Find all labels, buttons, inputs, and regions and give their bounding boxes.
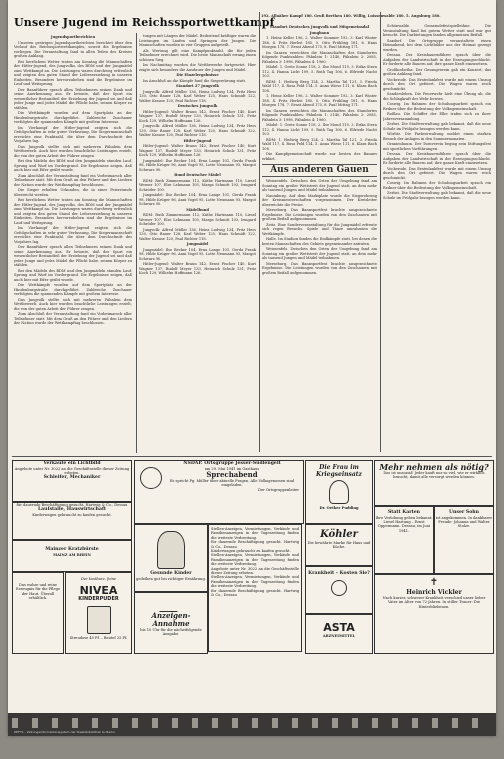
paragraph: Merseburg. Das Bannsportfest brachte ausgezeichnete Ergebnisse. Die Leistungen wurden von den Zuschauern mit großem Beifall aufgenommen. bbox=[262, 208, 377, 221]
paragraph: Zerbst. Die Stadtverwaltung gab bekannt, daß die neue Schule im Frühjahr bezogen werden kann. bbox=[383, 191, 491, 200]
ad-title: Mainzer Kratzbürste bbox=[45, 547, 99, 552]
main-headline: Unsere Jugend im Reichssportwettkampf bbox=[14, 16, 275, 29]
ad-footer: Der Ortsgruppenleiter bbox=[258, 487, 299, 492]
classified-ad bbox=[12, 572, 64, 654]
nivea-logo: NIVEA bbox=[79, 584, 118, 598]
ad-text: Der kostbare, feine bbox=[80, 577, 117, 581]
ad-subtitle: MAINZ AM RHEIN bbox=[53, 552, 91, 557]
ad-text: für dauernde Beschäftigung gesucht. Hartwig & Co., Dessau bbox=[16, 503, 128, 507]
subhead: Jugendsportberichten bbox=[50, 35, 96, 39]
ad-title: Laufstalle, Hauswirtschaft bbox=[37, 507, 107, 513]
ad-subtitle: KINDERPUDER bbox=[78, 596, 119, 603]
paragraph: 1. Heinz Keller 196, 2. Walter Sommer 192, 3. Karl Winter 188, 4. Fritz Herbst 185, 5. Otto Frühling 181, 6. Hans Morgen 178, 7. Ernst Abend 175, 8. Paul Mittag 171. bbox=[262, 36, 377, 49]
paragraph: Coswig. Im Rahmen der Schulungsarbeit sprach ein Redner über die Bedeutung der Volksgemeinschaft. bbox=[383, 102, 491, 111]
microfilm-strip bbox=[8, 713, 496, 736]
ad-headline: Anzeigen-Annahme bbox=[151, 611, 191, 628]
ad-title: NSDAP. Ortsgruppe Jesser-Südlengelt bbox=[183, 461, 281, 466]
film-label: ZEFYS – Zeitungsinformationssystem der Staatsbibliothek zu Berlin bbox=[14, 730, 116, 734]
paragraph: tungen mit Längen der Mädel. Bedeutend kräftiger waren die Leistungen im Laufen und Springen der Jungen. Die Mannschaften wurden in vier Gruppen aufgeteilt. bbox=[139, 34, 256, 47]
paragraph: Dessau. Der Kreisbauernführer sprach über die Aufgaben der Landwirtschaft in der Erzeugungsschlacht. Er forderte alle Bauern auf, ihre ganze Kraft einzusetzen. bbox=[383, 152, 491, 165]
paragraph: Zum Abschluß der Veranstaltung fand ein Vorbeimarsch aller Teilnehmer statt. Mit dem Gruß an den Führer und den Liedern der Nation wurde der Wettkampftag beschlossen. bbox=[14, 173, 132, 187]
paragraph: Mädel: 1. Grete Sonne 118, 2. Ilse Mond 115, 3. Erika Stern 112, 4. Hanna Licht 109, 5. Ruth Tag 106, 6. Elfriede Nacht 103. bbox=[262, 123, 377, 136]
result-line: Jungvolk: Alfred Müller 136, Heinz Ludwig 134, Fritz Hess 130, Otto Bauer 128, Karl Weber 125, Hans Schmidt 122, Walter Krause 120, Paul Richter 118. bbox=[139, 227, 256, 241]
ad-text: ist angekommen. In dankbarer Freude: Johanna und Walter Stolze. bbox=[435, 515, 493, 529]
film-perforation bbox=[152, 718, 158, 728]
film-perforation bbox=[352, 718, 358, 728]
ad-text: Stellen-Anzeigen, Vermietungen, Verkäufe und Familienanzeigen in der Tageszeitung finden die weiteste Verbreitung. bbox=[211, 553, 299, 567]
nsdap-ad bbox=[134, 460, 304, 524]
section-heading-aus-anderen-gauen: Aus anderen Gauen bbox=[262, 164, 377, 177]
subhead: Deutsches Jungvolk bbox=[177, 104, 218, 108]
ad-text: Es spricht Pg. Müller über aktuelle Fragen. Alle Volksgenossen sind eingeladen. bbox=[169, 478, 295, 488]
result-line: BDM: Ruth Zimmermann 112, Käthe Hartmann 110, Liesel Werner 107, Else Lehmann 105, Marga Schmitt 103, Irmgard Schröder 100. bbox=[139, 178, 256, 192]
subhead: Mädelbund bbox=[186, 207, 209, 212]
classified-ad bbox=[12, 502, 132, 540]
subhead: Jungmädel bbox=[186, 242, 209, 246]
film-perforation bbox=[412, 718, 418, 728]
paragraph: Die Sieger erhalten Urkunden, die in einer Feierstunde überreicht werden. bbox=[14, 188, 132, 197]
column-divider bbox=[136, 33, 137, 453]
paragraph: Sandersleben. Die Feuerwehr hielt eine Übung ab, die die Schlagkraft der Wehr bewies. bbox=[383, 92, 491, 101]
film-perforation bbox=[172, 718, 178, 728]
paragraph: Bei den Mädeln des BDM und den Jungmädeln standen Lauf, Sprung und Wurf im Vordergrund. Die Ergebnisse zeigen, daß auch hier mit Eifer geübt wurde. bbox=[14, 159, 132, 172]
column-divider bbox=[259, 12, 260, 452]
ad-headline: Sprechabend bbox=[206, 469, 258, 479]
ad-subtitle: ARZNEIMITTEL bbox=[322, 634, 356, 638]
paragraph: Saxdorf. Die Ortsgruppe veranstaltete einen Heimabend, bei dem Lichtbilder aus der Heimat gezeigt wurden. bbox=[383, 38, 491, 52]
paragraph: Der Bannführer sprach allen Teilnehmern seinen Dank und seine Anerkennung aus. Er betonte, daß der Sport ein wesentlicher Bestandteil der Erziehung der Jugend sei und daß jeder Junge und jedes Mädel die Pflicht habe, seinen Körper zu stählen. bbox=[14, 245, 132, 267]
frau-ad bbox=[305, 460, 373, 524]
film-perforation bbox=[12, 718, 18, 728]
film-perforation bbox=[52, 718, 58, 728]
ad-text: Ihre Verlobung geben bekannt: Liesel Hartung – Ernst Oppermann. Dessau, im Juni 1941. bbox=[375, 515, 433, 533]
paragraph: Oranienbaum. Der Turnverein beging sein Stiftungsfest mit sportlichen Vorführungen. bbox=[383, 142, 491, 151]
paragraph: Roßlau. Die Schiffer der Elbe trafen sich zu ihrer Jahresversammlung. bbox=[383, 112, 491, 121]
column-4 bbox=[383, 24, 491, 452]
classified-ad bbox=[12, 460, 132, 502]
result-line: Hitler-Jugend: Walter Braun 142, Ernst Fischer 140, Kurt Wagner 137, Rudolf Meyer 133, Heinrich Schulz 131, Fritz Koch 129, Wilhelm Hoffmann 126. bbox=[139, 109, 256, 123]
paragraph: Im Ganzen erreichten die Mannschaften des Standortes folgende Punktzahlen: Fähnlein 1: 2140, Fähnlein 2: 2085, Fähnlein 3: 1998, Fähnlein 4: 1960. bbox=[262, 108, 377, 122]
film-perforation bbox=[132, 718, 138, 728]
asta-ad bbox=[305, 614, 373, 654]
paragraph: Vockerode. Das Erntedankfest wurde mit einem Umzug durch den Ort gefeiert. Die Wagen waren reich geschmückt. bbox=[383, 77, 491, 91]
paragraph: Vockerode. Das Erntedankfest wurde mit einem Umzug durch den Ort gefeiert. Die Wagen waren reich geschmückt. bbox=[383, 166, 491, 180]
paragraph: Weissenfels. Zwischen den Orten der Umgebung fand am Sonntag ein großer Wettstreit der Jugend statt, an dem mehr als tausend Jungen und Mädel teilnahmen. bbox=[262, 179, 377, 192]
subhead: Standort 27 Jungvolk bbox=[176, 84, 219, 88]
ad-text: gedeihen gut bei richtiger Ernährung. bbox=[136, 576, 206, 581]
result-line: Jungvolk: Alfred Müller 136, Heinz Ludwig 134, Fritz Hess 130, Otto Bauer 128, Karl Weber 125, Hans Schmidt 122, Walter Krause 120, Paul Richter 118. bbox=[139, 124, 256, 137]
asta-logo: ASTA bbox=[323, 621, 355, 634]
subhead: Hitler-Jugend bbox=[183, 138, 212, 143]
hand-pen-icon bbox=[159, 597, 182, 612]
film-perforation bbox=[372, 718, 378, 728]
subhead: Die Einzelergebnisse bbox=[176, 73, 219, 77]
mehr-nehmen-ad bbox=[374, 460, 494, 506]
ad-text: Die bewährte Marke für Haus und Küche. bbox=[307, 541, 371, 550]
header-line-right: 192. Allnäher Kampf 180. Gruß Berthen 180. Willig, Luissenwalde 180. 5. Augsburg 180. bbox=[261, 14, 441, 18]
ads-top-rule bbox=[12, 456, 492, 457]
subhead: Bund Deutscher Mädel bbox=[174, 173, 221, 177]
film-perforation bbox=[272, 718, 278, 728]
column-2 bbox=[139, 34, 256, 452]
ad-text: Stellen-Anzeigen, Vermietungen, Verkäufe und Familienanzeigen in der Tageszeitung finden die weiteste Verbreitung. bbox=[211, 527, 299, 540]
result-line: Jungmädel: Ilse Becker 104, Erna Lange 101, Gerda Frank 98, Hilde Krüger 96, Anni Vogel 95, Lotte Neumann 93, Margot Schwarz 90. bbox=[139, 247, 256, 261]
paragraph: Bei herrlichem Wetter traten am Sonntag die Mannschaften der Hitler-Jugend, des Jungvolks, des BDM und der Jungmädel zum Wettkampf an. Die Leistungen waren durchweg erfreulich und zeigten den guten Stand der Leibeserziehung in unseren Einheiten. Besonders hervorzuheben sind die Ergebnisse im Lauf und Weitsprung. bbox=[14, 59, 132, 86]
paragraph: Unseren gestrigen Jugendsportberichten berichtet über den Verlauf des Reichssportwettkampfes, soweit die Ergebnisse vorliegen. Die Veranstaltung fand in allen Teilen des Kreises großen Anklang. bbox=[14, 40, 132, 58]
paragraph: Großkorbetha. Der Gesangverein gab ein Konzert, das großen Anklang fand. bbox=[383, 67, 491, 76]
ad-title: Statt Karten bbox=[387, 510, 421, 515]
krankheit-ad bbox=[305, 566, 373, 614]
paragraph: BDM: 1. Hedwig Berg 124, 2. Martha Tal 121, 3. Frieda Wald 117, 4. Rosa Feld 114, 5. Anna Wiese 111, 6. Klara Bach 108. bbox=[262, 137, 377, 151]
ad-headline: Mehr nehmen als nötig? bbox=[379, 462, 489, 472]
film-perforation bbox=[112, 718, 118, 728]
paragraph: Zerbst. Die Stadtverwaltung gab bekannt, daß die neue Schule im Frühjahr bezogen werden kann. bbox=[383, 122, 491, 131]
result-line: Hitler-Jugend: Walter Braun 142, Ernst Fischer 140, Kurt Wagner 137, Rudolf Meyer 133, Heinrich Schulz 131, Fritz Koch 129, Wilhelm Hoffmann 126. bbox=[139, 262, 256, 275]
paragraph: 1. Heinz Keller 196, 2. Walter Sommer 192, 3. Karl Winter 188, 4. Fritz Herbst 185, 5. Otto Frühling 181, 6. Hans Morgen 178, 7. Ernst Abend 175, 8. Paul Mittag 171. bbox=[262, 94, 377, 107]
column-3 bbox=[262, 24, 377, 452]
family-notice bbox=[434, 506, 494, 574]
medicine-icon bbox=[331, 580, 347, 596]
film-perforation bbox=[92, 718, 98, 728]
ad-title: Heinrich Vickler bbox=[406, 589, 462, 596]
film-perforation bbox=[452, 718, 458, 728]
paragraph: Coswig. Im Rahmen der Schulungsarbeit sprach ein Redner über die Bedeutung der Volksgemeinschaft. bbox=[383, 181, 491, 190]
film-perforation bbox=[72, 718, 78, 728]
paragraph: Die Wettkämpfe wurden auf dem Sportplatz an der Hindenburgstraße durchgeführt. Zahlreiche Zuschauer verfolgten die spannenden Kämpfe mit großem Interesse. bbox=[14, 111, 132, 124]
paragraph: Wörlitz. Die Parkverwaltung meldet einen starken Besuch der Anlagen in den Sommermonaten. bbox=[383, 132, 491, 141]
film-perforation bbox=[232, 718, 238, 728]
ad-title: Krankheit – Kosten Sie? bbox=[308, 571, 370, 576]
ad-text: Angebote unter Nr. 3022 an die Geschäftsstelle dieser Zeitung erbeten. bbox=[211, 566, 299, 576]
subhead: Standort Deutsches Jungvolk und Mitgemeinsdal bbox=[269, 25, 370, 29]
paragraph: Weissenfels. Zwischen den Orten der Umgebung fand am Sonntag ein großer Wettstreit der Jugend statt, an dem mehr als tausend Jungen und Mädel teilnahmen. bbox=[262, 247, 377, 260]
powder-tin-icon bbox=[87, 606, 111, 634]
ad-text: Angebote unter Nr. 3022 an die Geschäftsstelle dieser Zeitung erbeten. bbox=[14, 466, 130, 475]
film-perforation bbox=[312, 718, 318, 728]
result-line: Hitler-Jugend: Walter Braun 142, Ernst Fischer 140, Kurt Wagner 137, Rudolf Meyer 133, Heinrich Schulz 131, Fritz Koch 129, Wilhelm Hoffmann 126. bbox=[139, 144, 256, 157]
paragraph: Das Jungvolk stellte sich mit mehreren Fähnlein dem Wettbewerb. Auch hier wurden beachtliche Leistungen erzielt, die von der guten Arbeit der Führer zeugen. bbox=[14, 297, 132, 311]
koehler-ad bbox=[305, 524, 373, 566]
ad-title: Verkaufe ein Lichtbild bbox=[43, 461, 101, 466]
film-perforation bbox=[392, 718, 398, 728]
paragraph: Zum Abschluß der Veranstaltung fand ein Vorbeimarsch aller Teilnehmer statt. Mit dem Gruß an den Führer und den Liedern der Nation wurde der Wettkampftag beschlossen. bbox=[14, 312, 132, 325]
paragraph: Naumburg. Auf dem Marktplatz wurde die Siegerehrung der Kreismeisterschaften vorgenommen. Der Kreisleiter überreichte die Preise. bbox=[262, 193, 377, 207]
nivea-ad bbox=[65, 572, 132, 654]
eagle-emblem-icon bbox=[140, 467, 162, 489]
paragraph: Die Kampfgemeinschaft wurde zur besten des Bannes erklärt. bbox=[262, 152, 377, 161]
result-line: Jungvolk: Alfred Müller 136, Heinz Ludwig 134, Fritz Hess 130, Otto Bauer 128, Karl Weber 125, Hans Schmidt 122, Walter Krause 120, Paul Richter 118. bbox=[139, 89, 256, 103]
film-perforation bbox=[332, 718, 338, 728]
newspaper-page bbox=[8, 0, 496, 736]
paragraph: Im Vierkampf der Hitler-Jugend zeigten sich die Gefolgschaften in sehr guter Verfassung. Die Siegermannschaft erreichte eine Punktzahl, die über dem Durchschnitt des Vorjahres lag. bbox=[14, 226, 132, 244]
ad-title: Gesunde Kinder bbox=[150, 571, 192, 576]
ad-text: Das wahre und reine Erzeugnis für die Pflege der Haut. Überall erhältlich. bbox=[15, 583, 61, 601]
ad-text: für dauernde Beschäftigung gesucht. Hartwig & Co., Dessau bbox=[211, 588, 299, 598]
film-perforation bbox=[192, 718, 198, 728]
koehler-logo: Köhler bbox=[320, 529, 358, 540]
child-figure-icon bbox=[157, 531, 185, 569]
film-perforation bbox=[32, 718, 38, 728]
paragraph: Das Jungvolk stellte sich mit mehreren Fähnlein dem Wettbewerb. Auch hier wurden beachtliche Leistungen erzielt, die von der guten Arbeit der Führer zeugen. bbox=[14, 144, 132, 158]
ad-text: Streudose 45 Pf. – Beutel 25 Pf. bbox=[69, 635, 128, 640]
death-notice bbox=[374, 574, 494, 654]
paragraph: Halle. Im Stadion fanden die Endkämpfe statt, bei denen die besten Mannschaften des Gebiets gegeneinander antraten. bbox=[262, 237, 377, 246]
mainz-ad bbox=[12, 540, 132, 572]
film-perforation bbox=[212, 718, 218, 728]
anzeigen-ad bbox=[134, 592, 208, 654]
paragraph: Der Bannführer sprach allen Teilnehmern seinen Dank und seine Anerkennung aus. Er betonte, daß der Sport ein wesentlicher Bestandteil der Erziehung der Jugend sei und daß jeder Junge und jedes Mädel die Pflicht habe, seinen Körper zu stählen. bbox=[14, 87, 132, 110]
paragraph: Die Wettkämpfe wurden auf dem Sportplatz an der Hindenburgstraße durchgeführt. Zahlreiche Zuschauer verfolgten die spannenden Kämpfe mit großem Interesse. bbox=[14, 283, 132, 296]
paragraph: Bei den Mädeln des BDM und den Jungmädeln standen Lauf, Sprung und Wurf im Vordergrund. Die Ergebnisse zeigen, daß auch hier mit Eifer geübt wurde. bbox=[14, 268, 132, 282]
paragraph: Im Nachmittag wurden die Wettbewerbe fortgesetzt. Hier zeigte sich besonders die Ausdauer der Jungen und Mädel. bbox=[139, 63, 256, 72]
ad-text: Kinderwagen gebraucht zu kaufen gesucht. bbox=[211, 549, 291, 554]
paragraph: Mädel: 1. Grete Sonne 118, 2. Ilse Mond 115, 3. Erika Stern 112, 4. Hanna Licht 109, 5. Ruth Tag 106, 6. Elfriede Nacht 103. bbox=[262, 65, 377, 78]
result-line: BDM: Ruth Zimmermann 112, Käthe Hartmann 110, Liesel Werner 107, Else Lehmann 105, Marga Schmitt 103, Irmgard Schröder 100. bbox=[139, 213, 256, 226]
ad-text: bis 10 Uhr für die nächstfolgende Ausgabe. bbox=[140, 628, 202, 637]
ad-text: Nach kurzer, schwerer Krankheit verschied unser lieber Vater im Alter von 72 Jahren. In stiller Trauer: Die Hinterbliebenen. bbox=[382, 596, 486, 609]
ad-text: Das ist unsozial! Jeder kauft nur so viel, wie er wirklich braucht, damit alle versorgt werden können. bbox=[383, 471, 485, 480]
ad-title: Unser Sohn bbox=[449, 510, 479, 515]
ad-title: Schleifer, Mechaniker bbox=[43, 475, 101, 481]
film-perforation bbox=[292, 718, 298, 728]
column-divider bbox=[380, 12, 381, 452]
result-line: Jungmädel: Ilse Becker 104, Erna Lange 101, Gerda Frank 98, Hilde Krüger 96, Anni Vogel 95, Lotte Neumann 93, Margot Schwarz 90. bbox=[139, 193, 256, 206]
result-line: Jungmädel: Ilse Becker 104, Erna Lange 101, Gerda Frank 98, Hilde Krüger 96, Anni Vogel 95, Lotte Neumann 93, Margot Schwarz 90. bbox=[139, 158, 256, 172]
ad-title: Die Frau im Kriegseinsatz bbox=[316, 464, 362, 478]
paragraph: Dessau. Der Kreisbauernführer sprach über die Aufgaben der Landwirtschaft in der Erzeugungsschlacht. Er forderte alle Bauern auf, ihre ganze Kraft einzusetzen. bbox=[383, 53, 491, 66]
paragraph: Im Ganzen erreichten die Mannschaften des Standortes folgende Punktzahlen: Fähnlein 1: 2140, Fähnlein 2: 2085, Fähnlein 3: 1998, Fähnlein 4: 1960. bbox=[262, 50, 377, 64]
woman-figure-icon bbox=[329, 480, 349, 504]
subhead: Jungbann bbox=[309, 30, 330, 35]
paragraph: Als Wertung gilt eine Kampfpunktzahl, die für jeden Teilnehmer errechnet wird. Die beste Mannschaft errang einen schönen Sieg. bbox=[139, 48, 256, 62]
classified-ad bbox=[208, 524, 302, 652]
family-notice bbox=[374, 506, 434, 574]
paragraph: BDM: 1. Hedwig Berg 124, 2. Martha Tal 121, 3. Frieda Wald 117, 4. Rosa Feld 114, 5. Anna Wiese 111, 6. Klara Bach 108. bbox=[262, 79, 377, 93]
child-ad bbox=[134, 524, 208, 592]
column-1 bbox=[14, 34, 132, 452]
paragraph: Schönwalde. Gemeindefestspielbühne. Die Veranstaltung fand bei gutem Wetter statt und war gut besucht. Die Darbietungen fanden allgemeinen Beifall. bbox=[383, 24, 491, 37]
paragraph: Merseburg. Das Bannsportfest brachte ausgezeichnete Ergebnisse. Die Leistungen wurden von den Zuschauern mit großem Beifall aufgenommen. bbox=[262, 261, 377, 275]
ad-text: Stellen-Anzeigen, Vermietungen, Verkäufe und Familienanzeigen in der Tageszeitung finden die weiteste Verbreitung. bbox=[211, 575, 299, 589]
paragraph: Bei herrlichem Wetter traten am Sonntag die Mannschaften der Hitler-Jugend, des Jungvolks, des BDM und der Jungmädel zum Wettkampf an. Die Leistungen waren durchweg erfreulich und zeigten den guten Stand der Leibeserziehung in unseren Einheiten. Besonders hervorzuheben sind die Ergebnisse im Lauf und Weitsprung. bbox=[14, 198, 132, 225]
film-perforation bbox=[432, 718, 438, 728]
ad-text: am 29. Mai 1941 im Gasthaus bbox=[204, 466, 260, 471]
paragraph: Zeitz. Eine Sonderveranstaltung für die Jungmädel erfreute sich regen Besuchs. Spiele und Tänze umrahmten die Wettkämpfe. bbox=[262, 222, 377, 236]
ad-text: Kinderwagen gebraucht zu kaufen gesucht. bbox=[32, 512, 112, 517]
paragraph: Im Anschluß an die Kämpfe fand die Siegerehrung statt. bbox=[143, 78, 247, 83]
cross-icon: ✝ bbox=[429, 577, 439, 588]
ad-text: Dr. Oetker Pudding bbox=[319, 506, 359, 510]
film-perforation bbox=[472, 718, 478, 728]
film-perforation bbox=[252, 718, 258, 728]
ad-text: für dauernde Beschäftigung gesucht. Hartwig & Co., Dessau bbox=[211, 540, 299, 549]
paragraph: Im Vierkampf der Hitler-Jugend zeigten sich die Gefolgschaften in sehr guter Verfassung. Die Siegermannschaft erreichte eine Punktzahl, die über dem Durchschnitt des Vorjahres lag. bbox=[14, 125, 132, 143]
